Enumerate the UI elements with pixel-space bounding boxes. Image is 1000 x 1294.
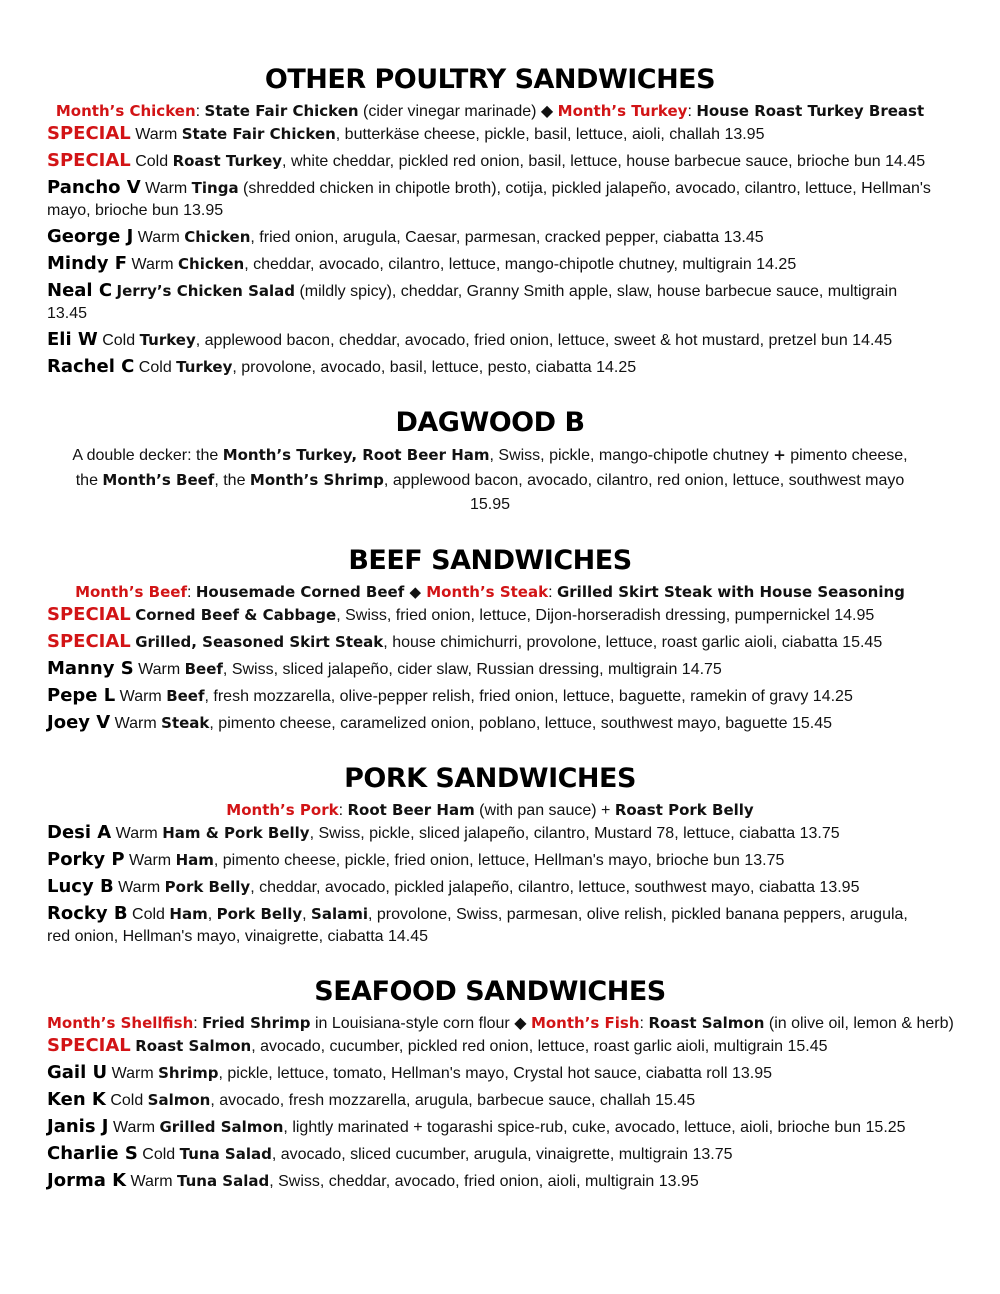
sandwich-name: Charlie S [47, 1143, 138, 1164]
item-description: Warm [133, 229, 185, 246]
featured-item: State Fair Chicken [204, 102, 359, 120]
featured-item: Grilled Skirt Steak with House Seasoning [556, 583, 905, 601]
subtitle-text: in Louisiana-style corn flour ◆ [310, 1015, 531, 1032]
sandwich-name: George J [47, 226, 134, 247]
main-ingredient: Steak [161, 714, 210, 732]
item-description: Warm [113, 879, 165, 896]
menu-item [47, 1035, 933, 1058]
item-description: , pimento cheese, caramelized onion, poblano, lettuce, southwest mayo, baguette 15.45 [209, 715, 833, 732]
menu-page [47, 60, 954, 1217]
item-description: , avocado, fresh mozzarella, arugula, barbecue sauce, challah 15.45 [210, 1092, 696, 1109]
item-description: Warm [126, 1173, 178, 1190]
item-description: , white cheddar, pickled red onion, basil, lettuce, house barbecue sauce, brioche bun 14.45 [282, 153, 926, 170]
main-ingredient: Beef [166, 687, 205, 705]
item-description: Cold [127, 906, 170, 923]
main-ingredient: Chicken [184, 228, 251, 246]
main-ingredient: Roast Turkey [172, 152, 283, 170]
menu-item [47, 712, 933, 735]
ingredient-highlight: + [773, 446, 786, 464]
item-description: , Swiss, fried onion, lettuce, Dijon-horseradish dressing, pumpernickel 14.95 [336, 607, 875, 624]
menu-item [47, 177, 933, 222]
subtitle-text: (cider vinegar marinade) ◆ [358, 103, 558, 120]
featured-item: Roast Salmon [648, 1014, 765, 1032]
ingredient-highlight: Month’s Beef [102, 471, 215, 489]
menu-item [47, 876, 933, 899]
section-dagwood-b [47, 403, 933, 517]
menu-item [47, 150, 933, 173]
item-description: Warm [110, 715, 162, 732]
description-text: , the [214, 472, 250, 489]
featured-item: Root Beer Ham [347, 801, 475, 819]
item-description: , [302, 906, 312, 923]
item-description: Cold [97, 332, 140, 349]
item-description: , butterkäse cheese, pickle, basil, lettuce, aioli, challah 13.95 [335, 126, 765, 143]
sandwich-name: Pepe L [47, 685, 116, 706]
month-label: Month’s Turkey [557, 102, 688, 120]
main-ingredient: Ham [169, 905, 208, 923]
section-seafood-sandwiches [47, 972, 954, 1193]
item-description: (shredded chicken in chipotle broth), cotija, pickled jalapeño, avocado, cilantro, lettuce, Hellman's mayo, brioche bun 13.95 [47, 180, 931, 219]
main-ingredient: Turkey [176, 358, 233, 376]
item-description: Warm [127, 256, 179, 273]
item-description: Warm [130, 126, 182, 143]
section-beef-sandwiches [47, 541, 933, 735]
item-description: Warm [124, 852, 176, 869]
section-pork-sandwiches [47, 759, 933, 948]
month-label: Month’s Chicken [55, 102, 196, 120]
item-description: Warm [115, 688, 167, 705]
item-description: , fresh mozzarella, olive-pepper relish, fried onion, lettuce, baguette, ramekin of gravy 14.25 [204, 688, 853, 705]
item-description: , cheddar, avocado, cilantro, lettuce, mango-chipotle chutney, multigrain 14.25 [244, 256, 797, 273]
menu-item [47, 1116, 933, 1139]
sandwich-name: Manny S [47, 658, 134, 679]
item-description: , [207, 906, 217, 923]
item-description: , Swiss, pickle, sliced jalapeño, cilantro, Mustard 78, lettuce, ciabatta 13.75 [309, 825, 840, 842]
item-description: , applewood bacon, cheddar, avocado, fried onion, lettuce, sweet & hot mustard, pretzel bun 14.45 [195, 332, 893, 349]
menu-item [47, 849, 933, 872]
menu-item [47, 903, 933, 948]
main-ingredient: Tuna Salad [177, 1172, 270, 1190]
sandwich-name: Eli W [47, 329, 98, 350]
subtitle-text: (in olive oil, lemon & herb) [764, 1015, 954, 1032]
month-label: Month’s Fish [530, 1014, 640, 1032]
sandwich-name: Neal C [47, 280, 113, 301]
subtitle-text: : [195, 103, 205, 120]
item-description: , pimento cheese, pickle, fried onion, lettuce, Hellman's mayo, brioche bun 13.75 [213, 852, 785, 869]
main-ingredient: Shrimp [158, 1064, 219, 1082]
main-ingredient: Jerry’s Chicken Salad [116, 282, 296, 300]
main-ingredient: Pork Belly [164, 878, 251, 896]
special-label: SPECIAL [47, 123, 131, 144]
menu-item [47, 280, 933, 325]
item-description: Cold [130, 153, 173, 170]
menu-item [47, 329, 933, 352]
item-description: , avocado, sliced cucumber, arugula, vinaigrette, multigrain 13.75 [271, 1146, 733, 1163]
menu-item [47, 356, 933, 379]
menu-item [47, 253, 933, 276]
subtitle-text: : [338, 802, 348, 819]
subtitle-text: : [548, 584, 557, 601]
menu-item [47, 1170, 933, 1193]
main-ingredient: Turkey [139, 331, 196, 349]
item-description: , fried onion, arugula, Caesar, parmesan, cracked pepper, ciabatta 13.45 [250, 229, 764, 246]
item-description: , lightly marinated + togarashi spice-rub, cuke, avocado, lettuce, aioli, brioche bun 15.25 [283, 1119, 906, 1136]
month-label: Month’s Shellfish [47, 1014, 194, 1032]
item-description: Warm [108, 1119, 160, 1136]
section-subtitle [47, 799, 933, 822]
main-ingredient: Grilled Salmon [159, 1118, 284, 1136]
subtitle-text: : [186, 584, 196, 601]
main-ingredient: Tinga [191, 179, 239, 197]
menu-item [47, 631, 933, 654]
sandwich-name: Rocky B [47, 903, 128, 924]
menu-item [47, 822, 933, 845]
item-description: Cold [105, 1092, 148, 1109]
section-description [47, 443, 933, 517]
menu-item [47, 123, 933, 146]
sandwich-name: Mindy F [47, 253, 128, 274]
ingredient-highlight: Month’s Shrimp [249, 471, 384, 489]
section-title: OTHER POULTRY SANDWICHES [264, 64, 716, 95]
menu-item [47, 1143, 933, 1166]
description-text: pimento cheese, the [75, 447, 908, 489]
main-ingredient: Roast Salmon [135, 1037, 252, 1055]
main-ingredient: Corned Beef & Cabbage [135, 606, 337, 624]
subtitle-text: : [687, 103, 697, 120]
item-description: , cheddar, avocado, pickled jalapeño, cilantro, lettuce, southwest mayo, ciabatta 13.95 [250, 879, 860, 896]
main-ingredient: Salmon [147, 1091, 211, 1109]
featured-item: House Roast Turkey Breast [696, 102, 925, 120]
item-description: Warm [111, 825, 163, 842]
sandwich-name: Gail U [47, 1062, 108, 1083]
item-description: , Swiss, sliced jalapeño, cider slaw, Russian dressing, multigrain 14.75 [222, 661, 722, 678]
description-text: A double decker: the [72, 447, 223, 464]
item-description: , house chimichurri, provolone, lettuce, roast garlic aioli, ciabatta 15.45 [383, 634, 883, 651]
sandwich-name: Pancho V [47, 177, 141, 198]
section-title: DAGWOOD B [395, 407, 585, 438]
subtitle-text: (with pan sauce) + [474, 802, 615, 819]
description-text: , applewood bacon, avocado, cilantro, red onion, lettuce, southwest mayo 15.95 [383, 472, 905, 513]
section-other-poultry-sandwiches [47, 60, 933, 379]
main-ingredient: Pork Belly [216, 905, 303, 923]
main-ingredient: Grilled, Seasoned Skirt Steak [135, 633, 384, 651]
sandwich-name: Desi A [47, 822, 112, 843]
month-label: Month’s Pork [226, 801, 339, 819]
item-description: Warm [133, 661, 185, 678]
item-description: Warm [140, 180, 192, 197]
main-ingredient: Chicken [178, 255, 245, 273]
sandwich-name: Porky P [47, 849, 125, 870]
month-label: Month’s Steak [426, 583, 549, 601]
section-title: PORK SANDWICHES [344, 763, 636, 794]
item-description: , pickle, lettuce, tomato, Hellman's mayo, Crystal hot sauce, ciabatta roll 13.95 [218, 1065, 773, 1082]
item-description: , Swiss, cheddar, avocado, fried onion, aioli, multigrain 13.95 [269, 1173, 699, 1190]
menu-item [47, 1062, 933, 1085]
subtitle-text: : [639, 1015, 649, 1032]
sandwich-name: Jorma K [47, 1170, 127, 1191]
main-ingredient: Ham [175, 851, 214, 869]
sandwich-name: Janis J [47, 1116, 109, 1137]
section-subtitle [47, 581, 933, 604]
sandwich-name: Lucy B [47, 876, 114, 897]
sandwich-name: Rachel C [47, 356, 135, 377]
special-label: SPECIAL [47, 1035, 131, 1056]
menu-item [47, 1089, 933, 1112]
featured-item: Fried Shrimp [202, 1014, 311, 1032]
main-ingredient: Salami [311, 905, 369, 923]
item-description: , provolone, avocado, basil, lettuce, pesto, ciabatta 14.25 [232, 359, 637, 376]
item-description: Cold [134, 359, 177, 376]
item-description: , avocado, cucumber, pickled red onion, lettuce, roast garlic aioli, multigrain 15.45 [251, 1038, 828, 1055]
section-subtitle [47, 1012, 954, 1035]
special-label: SPECIAL [47, 150, 131, 171]
month-label: Month’s Beef [75, 583, 187, 601]
main-ingredient: Beef [184, 660, 223, 678]
menu-item [47, 604, 933, 627]
item-description: , provolone, Swiss, parmesan, olive relish, pickled banana peppers, arugula, red onion, Hellman's mayo, vinaigrette, ciabatta 14.45 [47, 906, 908, 945]
section-title: BEEF SANDWICHES [348, 545, 632, 576]
menu-item [47, 658, 933, 681]
section-title: SEAFOOD SANDWICHES [314, 976, 666, 1007]
description-text: , Swiss, pickle, mango-chipotle chutney [489, 447, 774, 464]
menu-item [47, 226, 933, 249]
section-subtitle [47, 100, 933, 123]
special-label: SPECIAL [47, 604, 131, 625]
subtitle-text: : [193, 1015, 203, 1032]
sandwich-name: Joey V [47, 712, 111, 733]
ingredient-highlight: Month’s Turkey, Root Beer Ham [222, 446, 490, 464]
sandwich-name: Ken K [47, 1089, 106, 1110]
main-ingredient: Tuna Salad [179, 1145, 272, 1163]
special-label: SPECIAL [47, 631, 131, 652]
main-ingredient: State Fair Chicken [181, 125, 336, 143]
item-description: (mildly spicy), cheddar, Granny Smith apple, slaw, house barbecue sauce, multigrain 13.45 [47, 283, 898, 322]
featured-item: Housemade Corned Beef ◆ [195, 583, 427, 601]
item-description: Cold [137, 1146, 180, 1163]
main-ingredient: Ham & Pork Belly [162, 824, 310, 842]
menu-item [47, 685, 933, 708]
item-description: Warm [107, 1065, 159, 1082]
featured-item: Roast Pork Belly [614, 801, 754, 819]
